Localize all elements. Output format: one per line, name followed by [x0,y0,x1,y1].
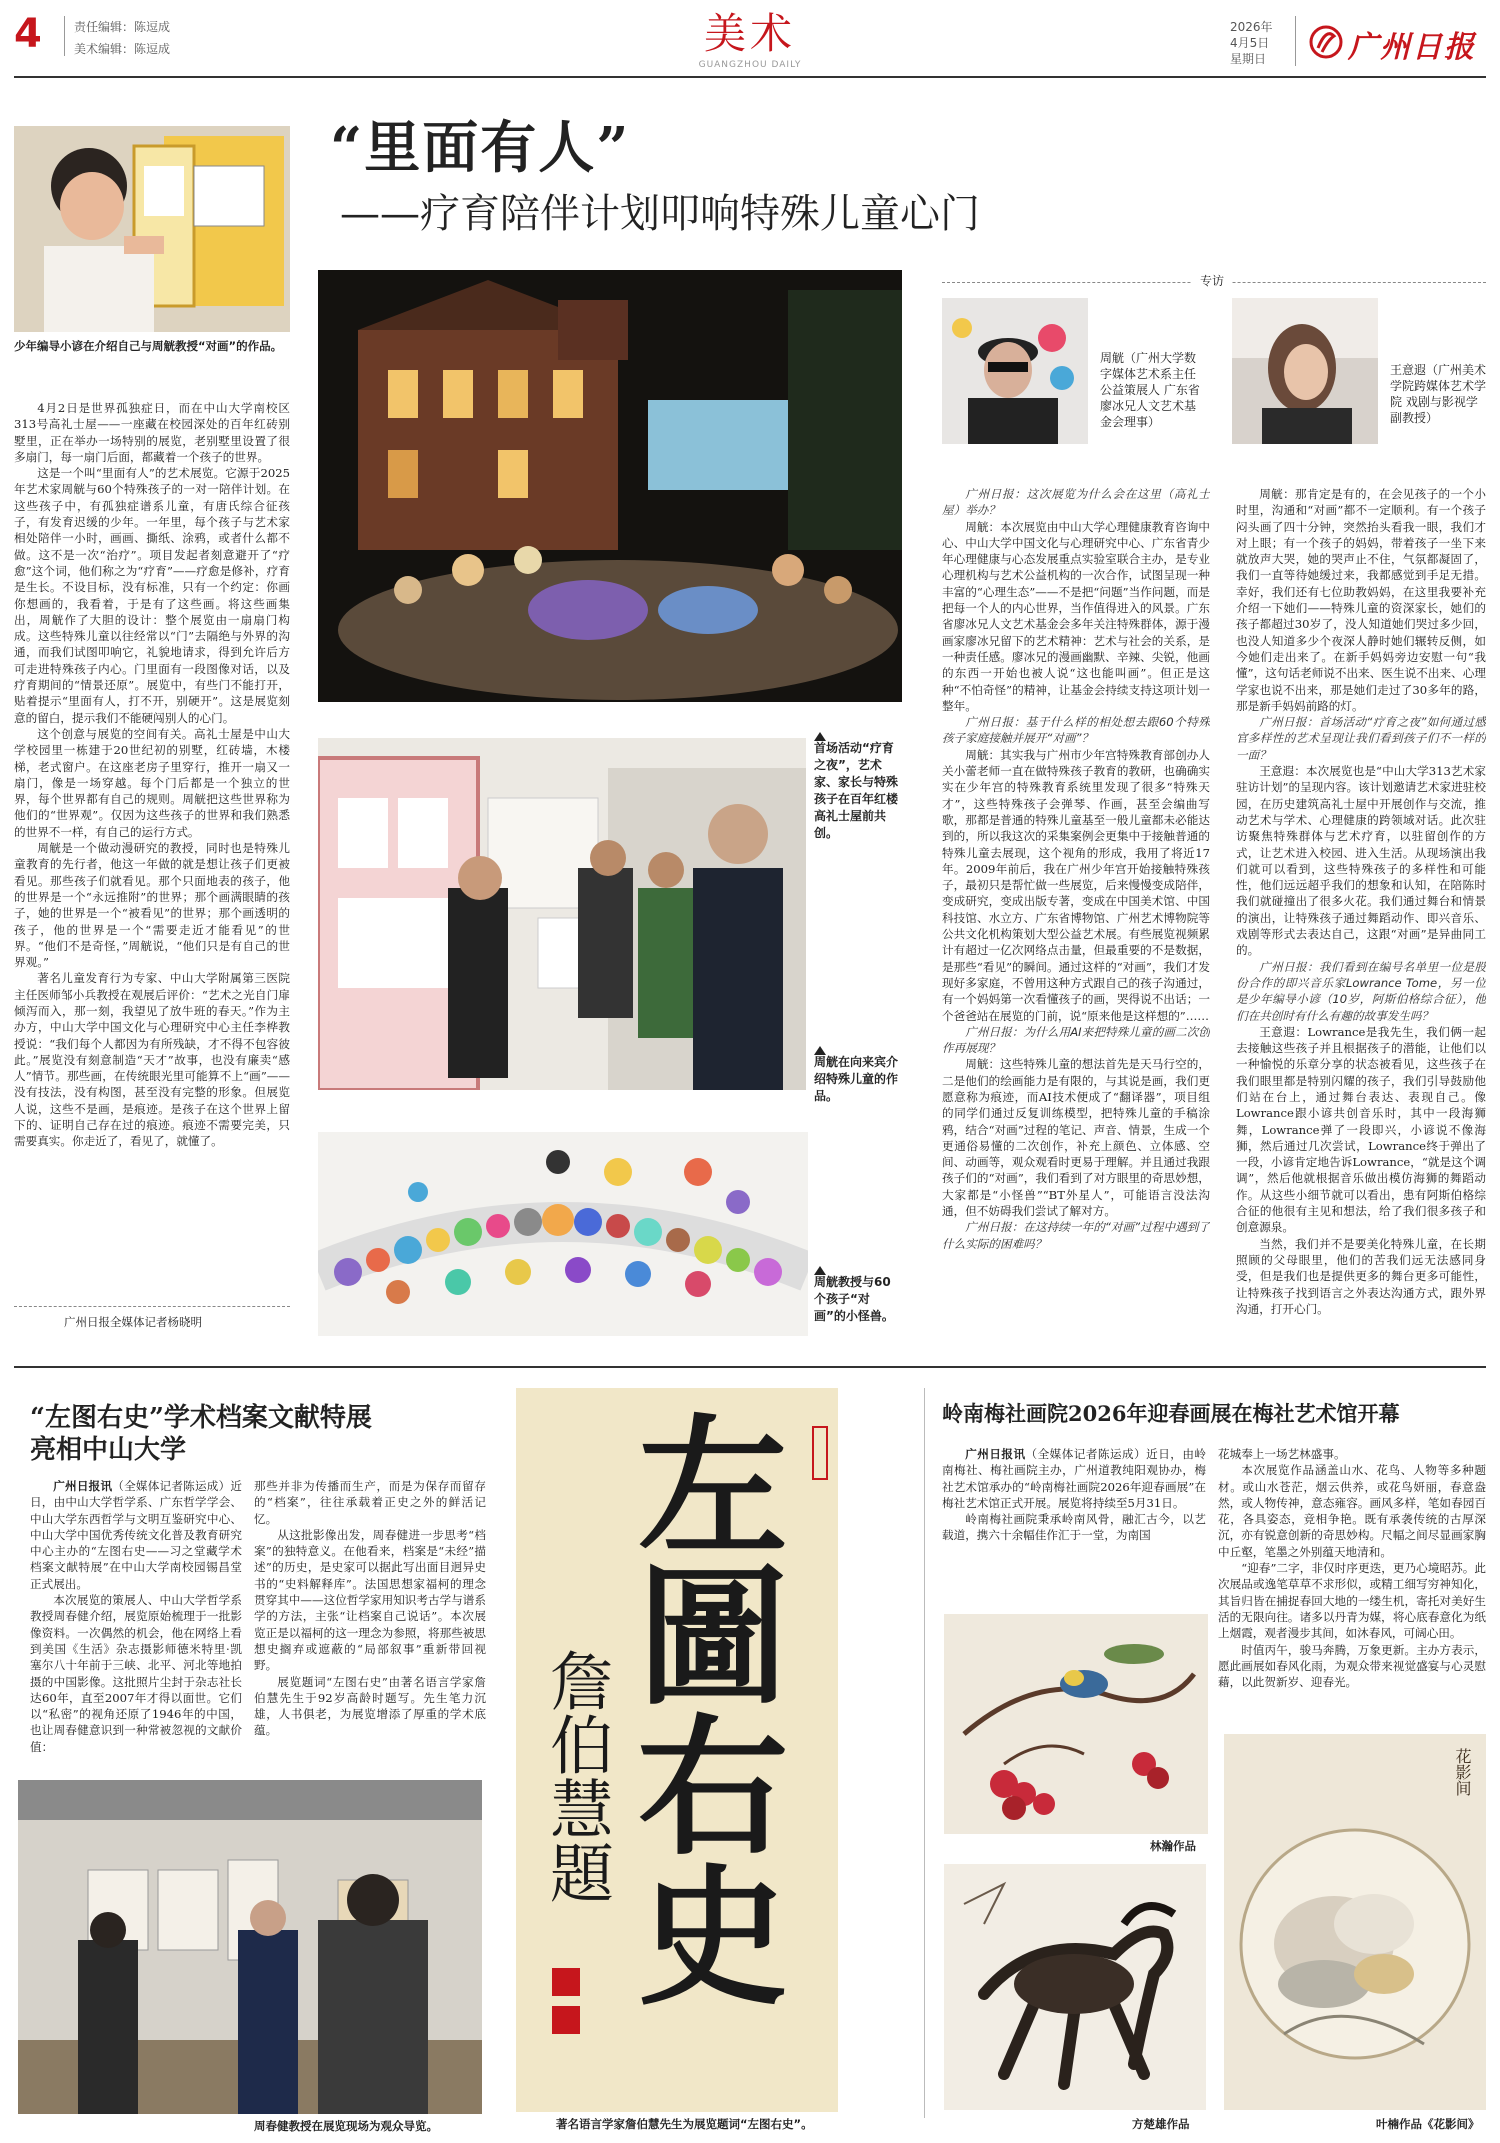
dateline: 广州日报讯 [53,1479,113,1493]
date-month-day: 4月5日 [1230,36,1270,50]
article3-column-2 [1218,1446,1486,1722]
photo-gallery-tour [318,738,806,1090]
photo-figures-caption: 周觥教授与60个孩子“对画”的小怪兽。 [814,1275,894,1323]
column-divider [924,1388,925,2118]
article3-column-1 [942,1446,1206,1606]
photo-monster-figures [318,1132,808,1336]
body-paragraph: 著名儿童发育行为专家、中山大学附属第三医院主任医师邹小兵教授在观展后评价：“艺术之光自门扉倾泻而入，那一刻，我望见了放牛班的春天。”作为主办方，中山大学中国文化与心理研究中心主任李桦教授说：“我们每个人都因为有所残缺，才不得不包容彼此。”展览没有刻意制造“天才”故事，也没有廉卖“感人”情节。那些画，在传统眼光里可能算不上“画”——没有技法，没有构图，甚至没有完整的形象。但展览人说，这些不是画，是痕迹。是孩子在这个世界上留下的、证明自己存在过的痕迹。痕迹不需要完美，只需要真实。你走近了，看见了，就懂了。 [14,971,290,1149]
photo-wang-yixia [1232,298,1378,444]
article2-paragraph: 展览题词“左图右史”由著名语言学家詹伯慧先生于92岁高龄时题写。先生笔力沉雄，人书俱老，为展览增添了厚重的学术底蕴。 [254,1674,486,1738]
interview-question: 广州日报：我们看到在编号名单里一位是股份合作的即兴音乐家Lowrance Tome，另一位是少年编导小谚（10岁，阿斯伯格综合征），他们在共创时有什么有趣的故事发生吗？ [1236,959,1486,1023]
interview-answer: 周觥：本次展览由中山大学心理健康教育咨询中心、中山大学中国文化与心理研究中心、广东省青少年心理健康与心态发展重点实验室联合主办，是专业心理机构与艺术公益机构的一次合作，试图呈现一种丰富的“心理生态”——不是把“问题”当作问题，而是把每一个人的内心世界，当作值得进入的风景。广东省廖冰兄人文艺术基金会多年关注特殊群体，源于漫画家廖冰兄留下的艺术精神：艺术与社会的关系，是一种责任感。廖冰兄的漫画幽默、辛辣、尖锐，他画的东西一开始也被人说“这也能叫画”。但正是这种“不怕奇怪”的精神，让基金会持续支持这项计划一整年。 [942,519,1210,713]
header-divider-left [64,16,65,56]
painting-bird [944,1614,1208,1834]
interview-answer: 周觥：这些特殊儿童的想法首先是天马行空的，二是他们的绘画能力是有限的，与其说是画，我们更愿意称为痕迹，而AI技术便成了“翻译器”，项目组的同学们通过反复训练模型，把特殊儿童的手稿涂鸦，结合“对画”过程的笔记、声音、情景，生成一个更通俗易懂的二次创作，补充上颜色、立体感、空间、动画等，观众观看时更易于理解。并且通过我跟孩子们的“对画”，我们看到了对方眼里的奇思妙想，大家都是“小怪兽”“BT外星人”，可能语言没法沟通，但不妨碍我们尝试了解对方。 [942,1057,1210,1219]
photo-guide-caption: 周春健教授在展览现场为观众导览。 [254,2119,438,2133]
header-divider-right [1295,16,1296,66]
photo-zhou-guang [942,298,1088,444]
article2-paragraph: 那些并非为传播而生产，而是为保存而留存的“档案”，往往承载着正史之外的鲜活记忆。 [254,1479,486,1526]
date-weekday: 星期日 [1230,52,1267,66]
article2-paragraph: 从这批影像出发，周春健进一步思考“档案”的独特意义。在他看来，档案是“未经”描述”的历史，是史家可以据此写出面目迥异史书的“史料解释库”。法国思想家福柯的理念贯穿其中——这位哲学家用知识考古学与谱系学的方法，主张“让档案自己说话”。本次展览正是以福柯的这一理念为参照，将那些被思想史搁弃或遮蔽的“局部叙事”重新带回视野。 [254,1527,486,1673]
calligraphy-scroll [516,1388,838,2112]
article-subtitle: ——疗育陪伴计划叩响特殊儿童心门 [340,191,980,237]
painting-horse [944,1864,1206,2110]
interview-label: 专访 [1192,272,1232,289]
calligraphy-caption: 著名语言学家詹伯慧先生为展览题词“左图右史”。 [556,2117,813,2131]
painting-lotus [1224,1734,1486,2110]
body-paragraph: 4月2日是世界孤独症日，而在中山大学南校区313号高礼士屋——一座藏在校园深处的百年红砖别墅里，正在举办一场特别的展览，老别墅里设置了很多扇门，每一扇门后面，都藏着一个孩子的世界。 [14,401,290,464]
interview-answer: 当然，我们并不是要美化特殊儿童，在长期照顾的父母眼里，他们的苦我们远无法感同身受，但是我们也是提供更多的舞台更多可能性，让特殊孩子找到语言之外表达沟通方式，跟外界沟通，打开心门。 [1236,1236,1486,1316]
interviewee-wang-bio: 王意遐（广州美术学院跨媒体艺术学院 戏剧与影视学副教授） [1390,363,1487,425]
masthead-logo [1308,22,1488,65]
article2-column-2 [254,1478,486,1808]
editor-credit-2: 美术编辑：陈逗成 [74,42,171,56]
interview-answer: 王意遐：Lowrance是我先生，我们俩一起去接触这些孩子并且根据孩子的潜能，让他们以一种愉悦的乐章分享的状态被看见，这些孩子在我们眼里都是特别闪耀的孩子，我们引导鼓励他们站在台上，通过舞台表达、表现自己。像Lowrance跟小谚共创音乐时，其中一段海狮舞，Lowrance弹了一段即兴，小谚说不像海狮，然后通过几次尝试，Lowrance终于弹出了一段，小谚肯定地告诉Lowrance，“就是这个调调”，然后他就根据音乐做出模仿海狮的舞蹈动作。从这些小细节就可以看出，患有阿斯伯格综合征的他很有主见和想法，给了我们很多孩子和创意源泉。 [1236,1024,1486,1235]
article3-text: （全媒体记者陈运成）近日，由岭南梅社、梅社画院主办，广州道教纯阳观协办，梅社艺术馆承办的“岭南梅社画院2026年迎春画展”在梅社艺术馆正式开展。展览将持续至5月31日。 [942,1447,1206,1510]
calligraphy-seal [552,2006,580,2034]
article-byline: 广州日报全媒体记者杨晓明 [64,1315,202,1329]
photo-therapy-night [318,270,902,702]
interview-answer: 王意遐：本次展览也是“中山大学313艺术家驻访计划”的呈现内容。该计划邀请艺术家进驻校园，在历史建筑高礼士屋中开展创作与交流，推动艺术与学术、心理健康的跨领域对话。此次驻访聚焦特殊群体与艺术疗育，以驻留创作的方式，让艺术进入校园、进入生活。从现场演出我们就可以看到，这些特殊孩子的多样性和可能性，他们远远超乎我们的想象和认知，在陪陈时我们就碰撞出了很多火花。我们通过舞台和情景的演出，让特殊孩子通过舞蹈动作、即兴音乐、戏剧等形式去表达自己，这跟“对画”是异曲同工的。 [1236,764,1486,958]
article2-column-1 [30,1478,242,1808]
calligraphy-seal [552,1968,580,1996]
interview-question: 广州日报：基于什么样的相处想去跟60个特殊孩子家庭接触并展开“对画”？ [942,715,1210,746]
byline-rule [14,1306,290,1307]
calligraphy-signature: 詹伯慧題 [539,1648,613,1904]
interview-answer: 周觥：其实我与广州市少年宫特殊教育部创办人关小蕾老师一直在做特殊孩子教育的教研，也确确实实在少年宫的特殊教育系统里发现了很多“特殊天才”，这些特殊孩子会弹琴、作画，甚至会编曲写歌，那都是普通的特殊儿童基至一般儿童都未必能达到的，所以我这次的采集案例会更集中于接触普通的特殊儿童去展现，这个视角的形成，我用了将近17年。2009年前后，我在广州少年宫开始接触特殊孩子，最初只是帮忙做一些展览，后来慢慢变成陪伴，变成研究，变成出版专著，变成在中国美术馆、中国科技馆、水立方、广东省博物馆、广州艺术博物院等公共文化机构策划大型公益艺术展。有些展览视频累计有超过一亿次网络点击量，但最重要的不是数据，是那些“看见”的瞬间。通过这样的“对画”，我们才发现好多家庭，不曾用这种方式跟自己的孩子沟通过，有一个妈妈第一次看懂孩子的画，哭得说不出话；一个爸爸站在展览的门前，说“原来他是这样想的”…… [942,747,1210,1023]
section-subtitle: GUANGZHOU DAILY [698,60,802,70]
calligraphy-seal-top [812,1426,828,1480]
masthead-emblem-icon [1308,24,1344,60]
article3-paragraph [942,1446,1206,1511]
section-title: 美术 [703,9,796,58]
main-article-body [14,400,290,1300]
body-paragraph: 周觥是一个做动漫研究的教授，同时也是特殊儿童教育的先行者，他这一年做的就是想让孩子们更被看见。那些孩子们就看见。那个只面地表的孩子，他的世界是一个“永远推附”的世界；那个画满眼睛的孩子，她的世界是一个“被看见”的世界；那个画透明的孩子，他的世界是一个“需要走近才能看见”的世界。“他们不是奇怪，”周觥说，“他们只是有自己的世界观。” [14,841,290,970]
photo-night-caption: 首场活动“疗育之夜”，艺术家、家长与特殊孩子在百年红楼高礼士屋前共创。 [814,741,899,840]
interview-question: 广州日报：在这持续一年的“对画”过程中遇到了什么实际的困难吗？ [942,1220,1210,1251]
photo-boy-caption: 少年编导小谚在介绍自己与周觥教授“对画”的作品。 [14,339,283,353]
interviewee-zhou-bio: 周觥（广州大学数字媒体艺术系主任 公益策展人 广东省廖冰兄人文艺术基金会理事） [1100,351,1200,429]
body-paragraph: 这个创意与展览的空间有关。高礼士屋是中山大学校园里一栋建于20世纪初的别墅，红砖墙，木楼梯，老式窗户。在这座老房子里穿行，推开一扇又一扇门，像是一场穿越。每个门后都是一个独立的世界，每个世界都有自己的规则。周觥把这些世界称为他们的“世界观”。仅因为这些孩子的世界和我们熟悉的世界不一样，有自己的运行方式。 [14,726,290,839]
page-number: 4 [14,11,42,57]
interview-question: 广州日报：这次展览为什么会在这里（高礼士屋）举办？ [942,487,1210,518]
painting-bird-caption: 林瀚作品 [1150,1839,1196,1853]
article3-paragraph: 时值丙午，骏马奔腾，万象更新。主办方表示，愿此画展如春风化雨，为观众带来视觉盛宴与心灵慰藉，以此贺新岁、迎春光。 [1218,1642,1486,1690]
interview-column-2 [1236,486,1486,1346]
header-rule [14,76,1486,78]
body-paragraph: 这是一个叫“里面有人”的艺术展览。它源于2025年艺术家周觥与60个特殊孩子的一对一陪伴计划。在这些孩子中，有孤独症谱系儿童，有唐氏综合征孩子，有发育迟缓的少年。一年里，每个孩子与艺术家相处陪伴一小时，画画、撕纸、涂鸦，或者什么都不做。这不是一次“治疗”。项目发起者刻意避开了“疗愈”这个词，他们称之为“疗育”——疗愈是修补，疗育是生长。不设目标，没有标准，只有一个约定：你画你想画的，我看着，于是有了这些画。将这些画集出，周觥作了大胆的设计：整个展览由一扇扇门构成。这些特殊儿童以往经常以“门”去隔绝与外界的沟通，而我们试图叩响它，礼貌地请求，得到允许后方可走进特殊孩子内心。门里面有一段图像对话，以及疗育期间的“情景还原”。展览中，有些门不能打开，贴着提示“里面有人，打不开，别硬开”。这是展览刻意的留白，提示我们不能硬闯别人的心门。 [14,466,290,725]
article3-paragraph: “迎春”二字，非仅时序更迭，更乃心境昭苏。此次展品或逸笔草草不求形似，或精工细写穷神知化，其旨归皆在捕捉春回大地的一缕生机，寄托对美好生活的无限向往。诸多以丹青为媒，将心底春意化为纸上烟霞，观者漫步其间，如沐春风，可阔心田。 [1218,1561,1486,1641]
article3-paragraph: 花城奉上一场艺林盛事。 [1218,1447,1346,1461]
painting-lotus-caption: 叶楠作品《花影间》 [1376,2117,1480,2131]
section-rule [14,1366,1486,1368]
article2-paragraph [30,1478,242,1592]
photo-boy-at-door [14,126,290,332]
photo-gallery-caption: 周觥在向来宾介绍特殊儿童的作品。 [814,1055,899,1103]
dateline: 广州日报讯 [965,1447,1026,1461]
painting-horse-caption: 方楚雄作品 [1132,2117,1190,2131]
interview-question: 广州日报：首场活动“疗育之夜”如何通过感官多样性的艺术呈现让我们看到孩子们不一样的一面？ [1236,715,1486,762]
article2-paragraph: 本次展览的策展人、中山大学哲学系教授周春健介绍，展览原始梳理于一批影像资料。一次偶然的机会，他在网络上看到美国《生活》杂志摄影师德米特里·凯塞尔八十年前于三峡、北平、河北等地拍摄的中国影像。这批照片尘封于杂志社长达60年，直至2007年才得以面世。它们以“私密”的视角还原了1946年的中国，也让周春健意识到一种常被忽视的文献价值： [30,1593,242,1754]
article2-title-line1: “左图右史”学术档案文献特展 [30,1403,372,1433]
article2-title-line2: 亮相中山大学 [30,1435,187,1465]
interview-answer: 周觥：那肯定是有的，在会见孩子的一个小时里，沟通和“对画”都不一定顺利。有一个孩子闷头画了四十分钟，突然抬头看我一眼，我们才对上眼；有一个孩子的妈妈，带着孩子一坐下来就放声大哭，她的哭声止不住，气氛都凝固了，我们一直等待她缓过来，我都感觉到手足无措。幸好，我们还有七位助教妈妈，在这里我要补充介绍一下她们——特殊儿童的资深家长，她们的孩子都超过30岁了，没人知道她们哭过多少回，也没人知道多少个夜深人静时她们辗转反侧，如今她们走出来了。在新手妈妈旁边安慰一句“我懂”，这句话老师说不出来、医生说不出来、心理学家也说不出来，那是她们走过了30多年的路，那是新手妈妈前路的灯。 [1236,487,1486,713]
date-year: 2026年 [1230,20,1273,34]
article3-title: 岭南梅社画院2026年迎春画展在梅社艺术馆开幕 [942,1401,1400,1426]
calligraphy-main-text: 左圖右史 [612,1408,788,2008]
article3-paragraph: 本次展览作品涵盖山水、花鸟、人物等多种题材。或山水苍茫，烟云供养，或花鸟妍丽，春意盎然，或人物传神，意态雍容。画风多样，笔如春园百花，各具姿态，竞相争艳。既有承袭传统的古厚深沉，亦有锐意创新的奇思妙构。尺幅之间尽显画家胸中丘壑，笔墨之外别蕴天地清和。 [1218,1463,1486,1559]
article-title: “里面有人” [330,115,631,181]
photo-exhibition-guide [18,1780,482,2114]
article3-paragraph: 岭南梅社画院秉承岭南风骨，融汇古今，以艺载道，携六十余幅佳作汇于一堂，为南国 [942,1512,1206,1543]
masthead-text: 广州日报 [1348,30,1476,65]
editor-credit-1: 责任编辑：陈逗成 [74,20,171,34]
interview-question: 广州日报：为什么用AI来把特殊儿童的画二次创作再展现？ [942,1024,1210,1056]
article2-text: （全媒体记者陈运成）近日，由中山大学哲学系、广东哲学学会、中山大学东西哲学与文明互鉴研究中心、中山大学中国优秀传统文化普及教育研究中心主办的“左图右史——习之堂藏学术档案文献特展”在中山大学南校园锡昌堂正式展出。 [30,1479,242,1591]
interview-column-1 [942,486,1210,1346]
painting-lotus-inscription: 花影间 [1453,1748,1472,1796]
